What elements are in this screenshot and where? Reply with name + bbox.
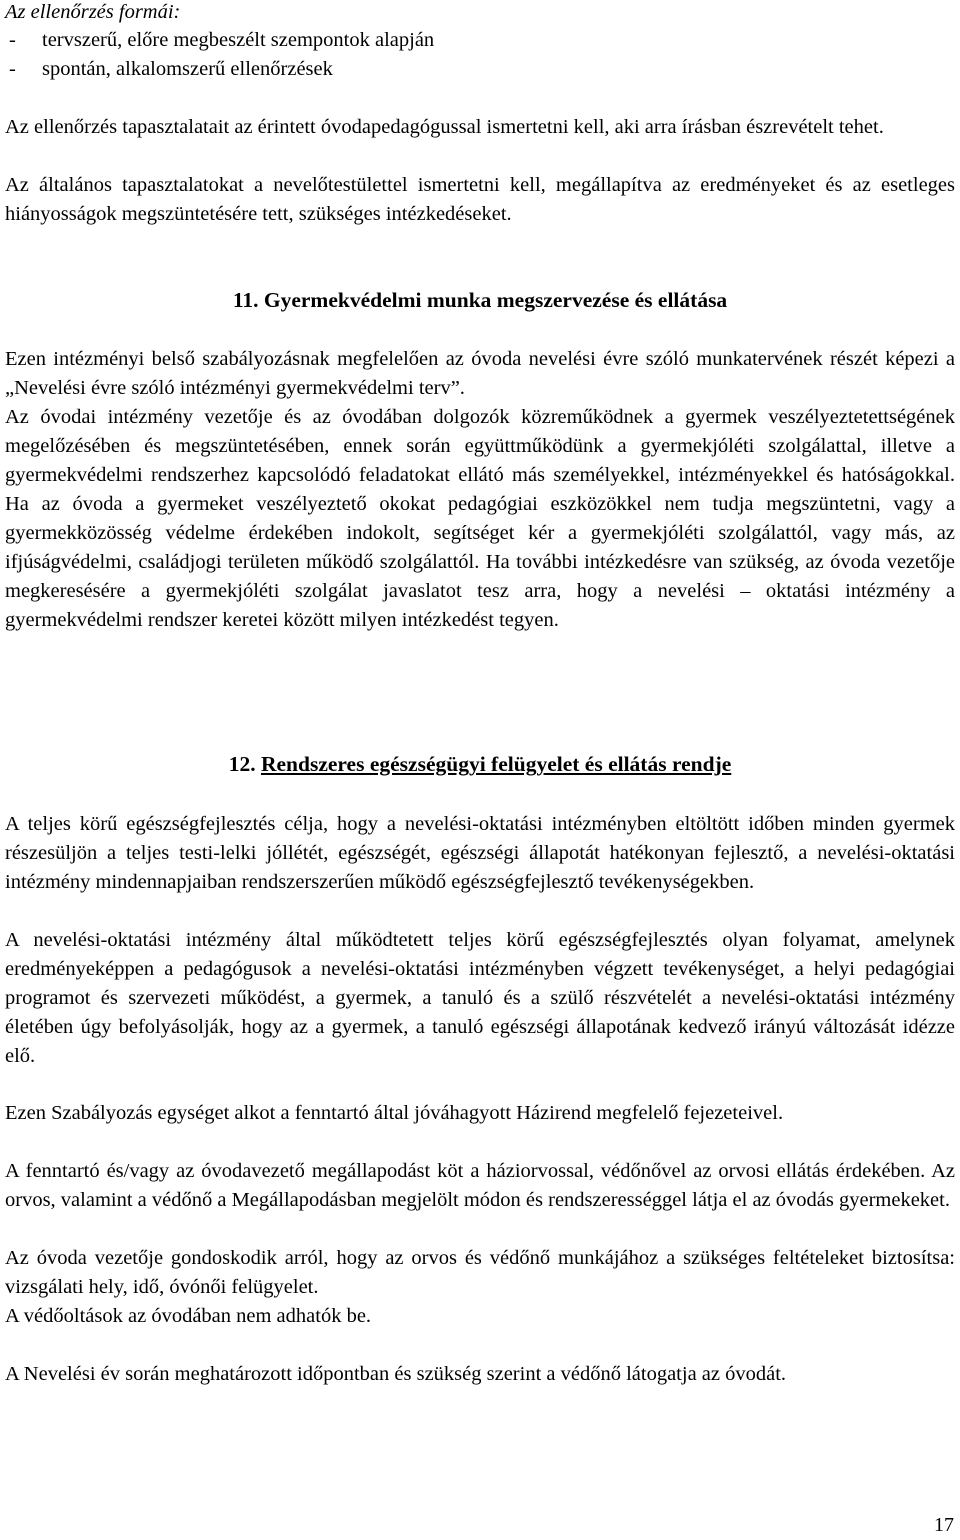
control-forms-list: [5, 26, 955, 84]
paragraph: Ezen Szabályozás egységet alkot a fenntartó által jóváhagyott Házirend megfelelő fejezeteivel.: [5, 1102, 784, 1124]
paragraph: A védőoltások az óvodában nem adhatók be.: [5, 1305, 372, 1327]
paragraph: Az általános tapasztalatokat a nevelőtestülettel ismertetni kell, megállapítva az eredményeket és az esetleges hiányosságok megszüntetésére tett, szükséges intézkedéseket.: [5, 174, 955, 225]
section-12-heading: 12. Rendszeres egészségügyi felügyelet és ellátás rendje: [228, 752, 732, 776]
paragraph: A teljes körű egészségfejlesztés célja, hogy a nevelési-oktatási intézményben eltöltött időben minden gyermek részesüljön a teljes testi-lelki jóllétét, egészségét, egészségi állapotát hatékonyan fejlesztő, a nevelési-oktatási intézmény mindennapjaiban rendszerszerűen működő egészségfejlesztő tevékenységekben.: [5, 813, 955, 893]
paragraph: Az óvodai intézmény vezetője és az óvodában dolgozók közreműködnek a gyermek veszélyeztetettségének megelőzésében és megszüntetésében, ennek során együttműködünk a gyermekjóléti szolgálattal, illetve a gyermekvédelmi rendszerhez kapcsolódó feladatokat ellátó más személyekkel, intézményekkel és hatóságokkal. Ha az óvoda a gyermeket veszélyeztető okokat pedagógiai eszközökkel nem tudja megszüntetni, vagy a gyermekközösség védelme érdekében indokolt, segítséget kér a gyermekjóléti szolgálattól, vagy más, az ifjúságvédelmi, családjogi területen működő szolgálattól. Ha további intézkedésre van szükség, az óvoda vezetője megkeresésére a gyermekjóléti szolgálat javaslatot tesz arra, hogy a nevelési – oktatási intézmény a gyermekvédelmi rendszer keretei között milyen intézkedést tegyen.: [5, 406, 955, 631]
list-item: - spontán, alkalomszerű ellenőrzések: [9, 58, 333, 80]
section-11-heading: 11. Gyermekvédelmi munka megszervezése és ellátása: [232, 288, 728, 312]
paragraph: Az ellenőrzés tapasztalatait az érintett óvodapedagógussal ismertetni kell, aki arra írásban észrevételt tehet.: [5, 116, 884, 138]
paragraph: A nevelési-oktatási intézmény által működtetett teljes körű egészségfejlesztés olyan folyamat, amelynek eredményeképpen a pedagógusok a nevelési-oktatási intézményben végzett tevékenységet, a helyi pedagógiai programot és szervezeti működést, a gyermek, a tanuló és a szülő részvételét a nevelési-oktatási intézmény életében úgy befolyásolják, hogy az a gyermek, a tanuló egészségi állapotának kedvező irányú változását idézze elő.: [5, 929, 955, 1067]
paragraph: Az óvoda vezetője gondoskodik arról, hogy az orvos és védőnő munkájához a szükséges feltételeket biztosítsa: vizsgálati hely, idő, óvónői felügyelet.: [5, 1247, 955, 1298]
control-forms-heading: Az ellenőrzés formái:: [5, 1, 181, 23]
page-number: 17: [934, 1514, 954, 1536]
list-item: - tervszerű, előre megbeszélt szempontok alapján: [9, 29, 435, 51]
paragraph: A Nevelési év során meghatározott időpontban és szükség szerint a védőnő látogatja az óvodát.: [5, 1363, 787, 1385]
paragraph: Ezen intézményi belső szabályozásnak megfelelően az óvoda nevelési évre szóló munkatervének részét képezi a „Nevelési évre szóló intézményi gyermekvédelmi terv”.: [5, 348, 955, 399]
paragraph: A fenntartó és/vagy az óvodavezető megállapodást köt a háziorvossal, védőnővel az orvosi ellátás érdekében. Az orvos, valamint a védőnő a Megállapodásban megjelölt módon és rendszerességgel látja el az óvodás gyermekeket.: [5, 1160, 955, 1211]
